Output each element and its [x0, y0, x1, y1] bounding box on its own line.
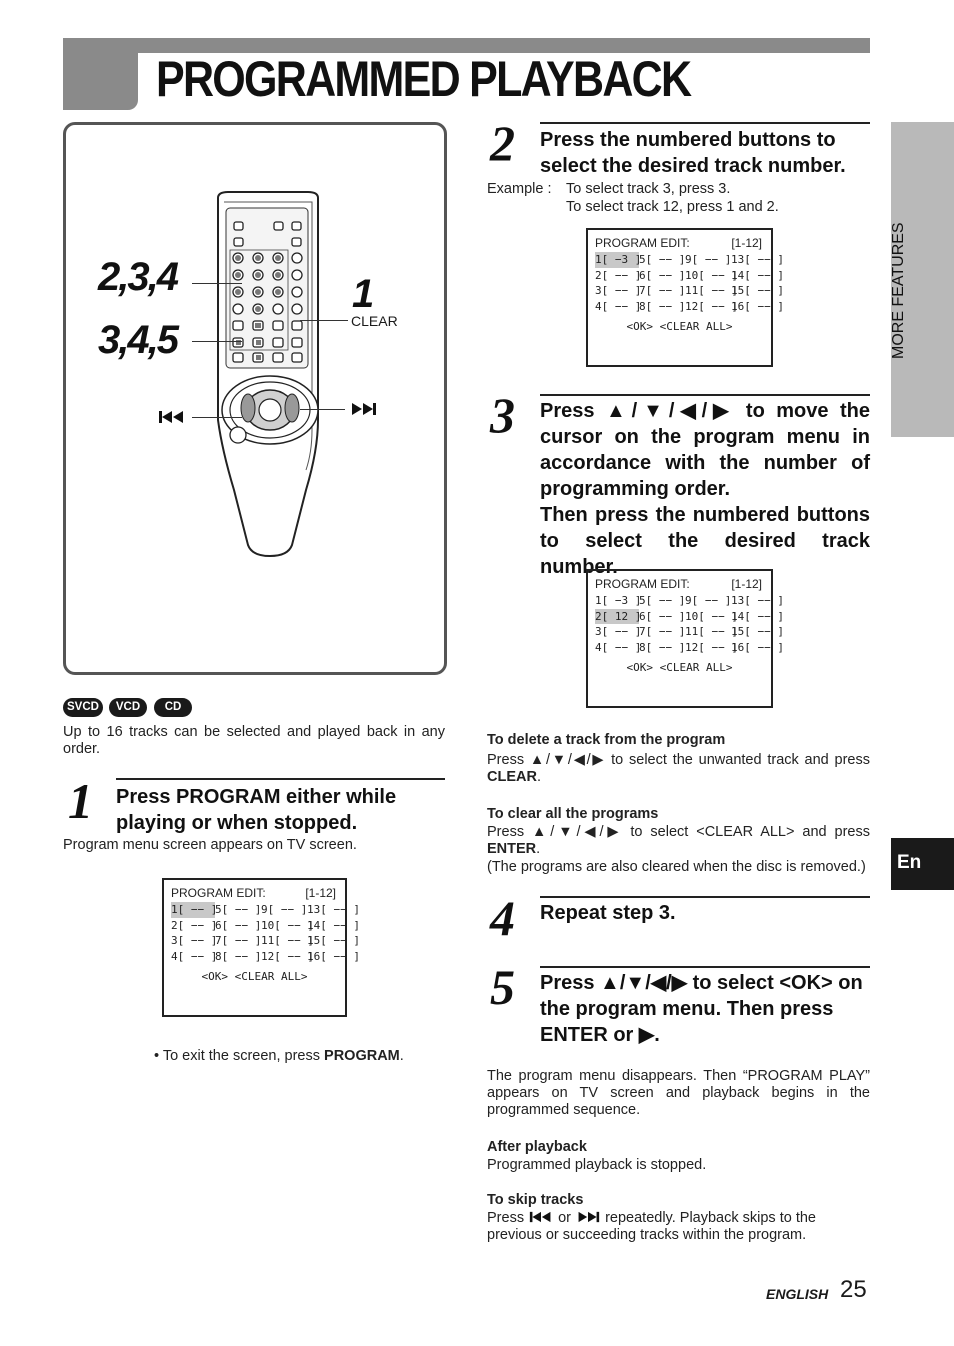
program-slot: 5[ −− ] [215, 903, 262, 916]
step-2-number: 2 [490, 115, 515, 171]
program-slot: 8[ −− ] [215, 949, 262, 963]
program-edit-footer: <OK> <CLEAR ALL> [201, 970, 308, 983]
program-slot: 2[ 12 ] [595, 609, 642, 623]
program-slot: 7[ −− ] [639, 284, 686, 297]
delete-track-text: Press ▲/▼/◀/▶ to select the unwanted track and press CLEAR. [487, 752, 870, 785]
program-slot: 11[ −− ] [685, 284, 738, 297]
program-slot: 16[ −− ] [731, 640, 784, 654]
callout-line [192, 283, 242, 284]
program-slot: 11[ −− ] [685, 625, 738, 638]
program-row [595, 299, 784, 315]
step-1-number: 1 [68, 773, 93, 829]
step-callout-3-4-5: 3,4,5 [98, 318, 177, 362]
step-4-heading: Repeat step 3. [540, 902, 676, 924]
program-row [595, 640, 784, 656]
step-divider [540, 896, 870, 898]
program-slot: 5[ −− ] [639, 253, 686, 266]
program-row [595, 624, 784, 640]
step-divider [116, 778, 445, 780]
program-slot: 5[ −− ] [639, 594, 686, 607]
program-slot: 1[ −− ] [171, 903, 218, 916]
program-slot: 7[ −− ] [639, 625, 686, 638]
program-slot: 16[ −− ] [731, 299, 784, 313]
step-1-heading: Press PROGRAM either while playing or when stopped. [116, 786, 397, 834]
program-slot: 3[ −− ] [171, 934, 218, 947]
program-slot: 11[ −− ] [261, 934, 314, 947]
clear-all-note: (The programs are also cleared when the disc is removed.) [487, 859, 866, 875]
remote-control-illustration [210, 190, 330, 560]
program-slot: 6[ −− ] [215, 918, 262, 932]
program-slot: 15[ −− ] [731, 625, 784, 638]
program-edit-title: PROGRAM EDIT: [595, 236, 690, 250]
callout-line [192, 341, 242, 342]
program-slot: 9[ −− ] [685, 594, 732, 607]
exit-note: • To exit the screen, press PROGRAM. [154, 1048, 404, 1064]
delete-track-title: To delete a track from the program [487, 732, 726, 748]
program-slot: 13[ −− ] [731, 253, 784, 266]
clear-all-title: To clear all the programs [487, 806, 659, 822]
step-3-heading: Press ▲/▼/◀/▶ to move the cursor on the program menu in accordance with the number of programming order. Then press the numbered buttons to select the desired track number. [540, 400, 870, 578]
step-2-heading: Press the numbered buttons to select the desired track number. [540, 129, 846, 177]
program-edit-title: PROGRAM EDIT: [171, 886, 266, 900]
program-slot: 4[ −− ] [171, 949, 218, 963]
program-slot: 6[ −− ] [639, 268, 686, 282]
program-slot: 3[ −− ] [595, 284, 642, 297]
program-slot: 4[ −− ] [595, 299, 642, 313]
program-edit-range: [1-12] [305, 886, 336, 900]
program-edit-footer: <OK> <CLEAR ALL> [626, 320, 733, 333]
step-divider [540, 966, 870, 968]
svcd-badge: SVCD [63, 698, 103, 717]
program-slot: 15[ −− ] [731, 284, 784, 297]
program-edit-footer: <OK> <CLEAR ALL> [626, 661, 733, 674]
program-edit-screen-2 [586, 228, 784, 367]
step-callout-2-3-4: 2,3,4 [98, 255, 177, 299]
intro-text: Up to 16 tracks can be selected and played back in any order. [63, 724, 445, 757]
program-slot: 12[ −− ] [261, 949, 314, 963]
program-slot: 9[ −− ] [685, 253, 732, 266]
program-row [171, 902, 360, 918]
after-playback-text: Programmed playback is stopped. [487, 1157, 707, 1173]
step-5-body: The program menu disappears. Then “PROGRAM PLAY” appears on TV screen and playback begins in the programmed sequence. [487, 1068, 870, 1118]
program-row [171, 918, 360, 934]
callout-line [300, 409, 345, 410]
program-slot: 12[ −− ] [685, 640, 738, 654]
program-row [595, 252, 784, 268]
program-edit-range: [1-12] [731, 236, 762, 250]
header-tab [63, 38, 138, 110]
clear-all-text: Press ▲/▼/◀/▶ to select <CLEAR ALL> and press ENTER. [487, 824, 870, 857]
program-slot: 7[ −− ] [215, 934, 262, 947]
program-edit-range: [1-12] [731, 577, 762, 591]
program-slot: 13[ −− ] [307, 903, 360, 916]
program-slot: 1[ −3 ] [595, 253, 642, 266]
step-4-number: 4 [490, 890, 515, 946]
program-edit-screen-1 [162, 878, 360, 1017]
program-slot: 8[ −− ] [639, 299, 686, 313]
program-slot: 9[ −− ] [261, 903, 308, 916]
program-slot: 4[ −− ] [595, 640, 642, 654]
program-row [595, 609, 784, 625]
step-divider [540, 122, 870, 124]
step-3-number: 3 [490, 387, 515, 443]
step-divider [540, 394, 870, 396]
program-slot: 13[ −− ] [731, 594, 784, 607]
program-slot: 14[ −− ] [731, 268, 784, 282]
skip-tracks-text: Press or repeatedly. Playback skips to the previous or succeeding tracks within the program. [487, 1210, 816, 1243]
program-slot: 12[ −− ] [685, 299, 738, 313]
after-playback-title: After playback [487, 1139, 587, 1155]
next-track-icon [350, 402, 376, 416]
program-edit-title: PROGRAM EDIT: [595, 577, 690, 591]
program-row [595, 268, 784, 284]
program-row [595, 593, 784, 609]
program-row [171, 933, 360, 949]
program-slot: 8[ −− ] [639, 640, 686, 654]
program-slot: 1[ −3 ] [595, 594, 642, 607]
prev-track-icon [159, 410, 185, 424]
example-line-1: To select track 3, press 3. [566, 181, 731, 197]
program-slot: 6[ −− ] [639, 609, 686, 623]
example-line-2: To select track 12, press 1 and 2. [566, 199, 779, 215]
program-edit-screen-3 [586, 569, 784, 708]
step-5-heading: Press ▲/▼/◀/▶ to select <OK> on the program menu. Then press ENTER or ▶. [540, 972, 863, 1046]
program-slot: 14[ −− ] [731, 609, 784, 623]
program-slot: 15[ −− ] [307, 934, 360, 947]
step-1-body: Program menu screen appears on TV screen. [63, 837, 357, 853]
vcd-badge: VCD [109, 698, 147, 717]
program-slot: 10[ −− ] [261, 918, 314, 932]
page-number: 25 [840, 1276, 867, 1303]
program-slot: 3[ −− ] [595, 625, 642, 638]
language-tab-label: En [897, 852, 922, 873]
section-tab-label [890, 319, 908, 359]
next-track-icon [575, 1211, 601, 1223]
program-row [595, 283, 784, 299]
program-slot: 2[ −− ] [595, 268, 642, 282]
callout-line [192, 417, 242, 418]
program-row [171, 949, 360, 965]
footer-language: ENGLISH [766, 1286, 829, 1302]
cd-badge: CD [154, 698, 192, 717]
clear-button-label: CLEAR [351, 313, 398, 329]
program-slot: 14[ −− ] [307, 918, 360, 932]
callout-line [300, 320, 348, 321]
program-slot: 10[ −− ] [685, 268, 738, 282]
page-title: PROGRAMMED PLAYBACK [156, 51, 691, 107]
step-5-number: 5 [490, 959, 515, 1015]
prev-track-icon [528, 1211, 554, 1223]
program-slot: 16[ −− ] [307, 949, 360, 963]
step-callout-1: 1 [352, 272, 373, 316]
skip-tracks-title: To skip tracks [487, 1192, 584, 1208]
program-slot: 10[ −− ] [685, 609, 738, 623]
example-label: Example : [487, 181, 552, 197]
program-slot: 2[ −− ] [171, 918, 218, 932]
